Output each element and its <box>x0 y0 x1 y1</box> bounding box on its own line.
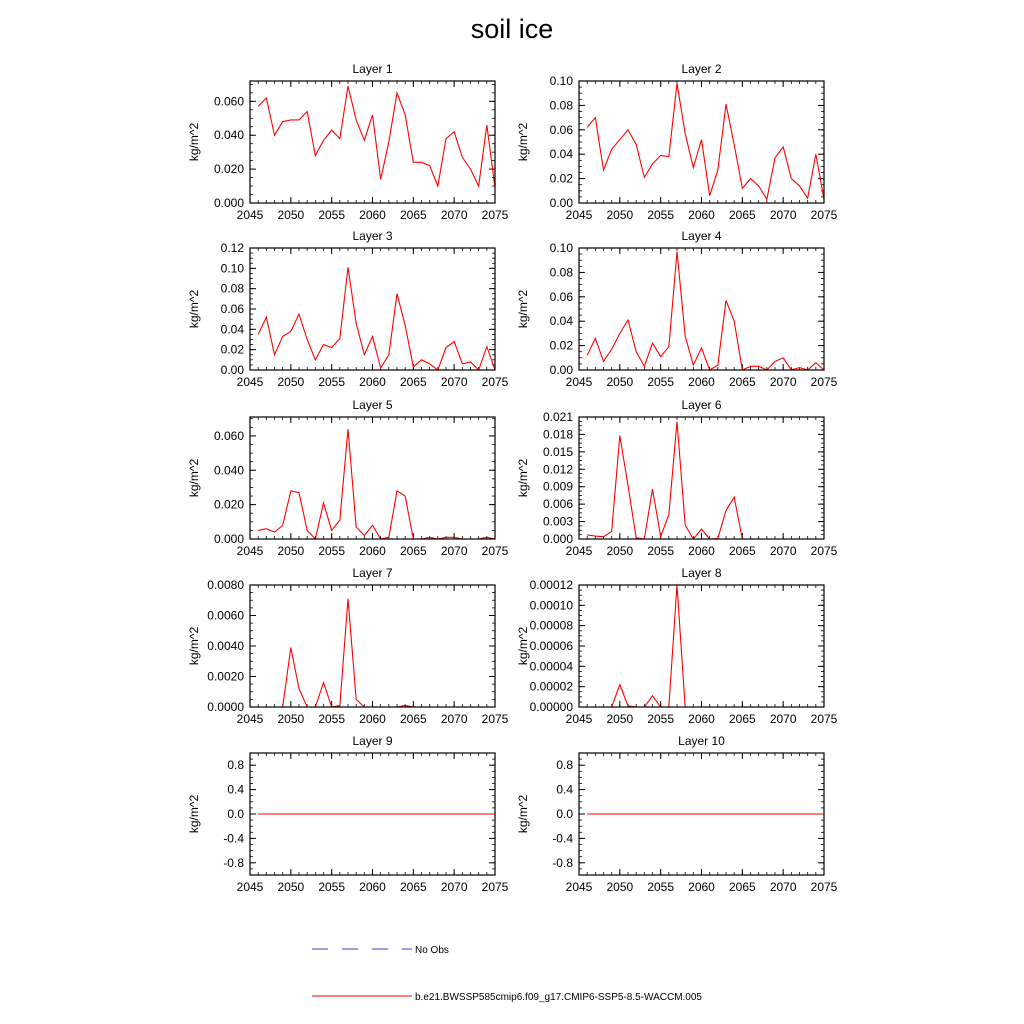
x-tick-label: 2055 <box>647 544 675 558</box>
y-tick-label: 0.015 <box>542 444 573 459</box>
x-tick-label: 2055 <box>318 880 346 894</box>
x-tick-label: 2075 <box>810 375 838 389</box>
y-tick-label: 0.060 <box>213 428 244 443</box>
y-tick-label: 0.00008 <box>529 618 573 633</box>
series-line <box>258 599 495 707</box>
panel-title: Layer 6 <box>681 398 722 412</box>
panel-layer-6 <box>516 398 838 558</box>
x-tick-label: 2045 <box>236 712 264 726</box>
y-axis-label: kg/m^2 <box>516 289 530 329</box>
x-tick-label: 2075 <box>810 880 838 894</box>
series-line <box>258 429 495 539</box>
x-tick-label: 2075 <box>481 208 509 222</box>
y-tick-label: 0.040 <box>213 463 244 478</box>
x-tick-label: 2070 <box>769 208 797 222</box>
x-tick-label: 2060 <box>359 544 386 558</box>
x-tick-label: 2075 <box>810 208 838 222</box>
y-tick-label: 0.10 <box>220 261 244 276</box>
figure-title: soil ice <box>470 14 554 44</box>
y-tick-label: 0.4 <box>556 782 573 797</box>
x-tick-label: 2070 <box>440 544 468 558</box>
x-tick-label: 2050 <box>606 208 634 222</box>
y-tick-label: 0.06 <box>220 302 244 316</box>
panel-title: Layer 3 <box>352 229 393 243</box>
y-tick-label: 0.4 <box>227 782 244 797</box>
y-tick-label: 0.00010 <box>529 598 573 613</box>
y-tick-label: -0.4 <box>223 831 244 846</box>
x-tick-label: 2065 <box>399 208 427 222</box>
x-tick-label: 2075 <box>810 544 838 558</box>
x-tick-label: 2050 <box>277 208 305 222</box>
x-tick-label: 2060 <box>359 208 386 222</box>
series-line <box>587 585 824 707</box>
x-tick-label: 2075 <box>481 375 509 389</box>
y-tick-label: 0.12 <box>220 241 244 255</box>
x-tick-label: 2060 <box>688 208 715 222</box>
panel-layer-7 <box>187 566 509 726</box>
x-tick-label: 2050 <box>277 544 305 558</box>
y-tick-label: 0.04 <box>549 147 573 162</box>
x-tick-label: 2065 <box>399 375 427 389</box>
x-tick-label: 2070 <box>440 375 468 389</box>
x-tick-label: 2050 <box>606 712 634 726</box>
panel-title: Layer 7 <box>352 566 393 580</box>
panel-title: Layer 4 <box>681 229 722 243</box>
x-tick-label: 2065 <box>399 544 427 558</box>
y-tick-label: 0.040 <box>213 128 244 143</box>
y-tick-label: 0.020 <box>213 497 244 512</box>
x-tick-label: 2055 <box>318 712 346 726</box>
y-tick-label: 0.012 <box>542 462 573 477</box>
x-tick-label: 2045 <box>236 375 264 389</box>
x-tick-label: 2050 <box>606 375 634 389</box>
panel-layer-8 <box>516 566 838 726</box>
x-tick-label: 2045 <box>565 208 593 222</box>
x-tick-label: 2045 <box>565 880 593 894</box>
x-tick-label: 2050 <box>606 544 634 558</box>
series-line <box>258 86 495 188</box>
x-tick-label: 2060 <box>359 712 386 726</box>
y-tick-label: 0.02 <box>220 342 244 357</box>
x-tick-label: 2050 <box>606 880 634 894</box>
series-line <box>258 267 495 370</box>
panel-layer-1 <box>187 62 509 222</box>
x-tick-label: 2045 <box>236 544 264 558</box>
plot-frame <box>579 585 824 707</box>
panel-layer-3 <box>187 229 509 389</box>
y-tick-label: 0.00002 <box>529 679 573 694</box>
y-axis-label: kg/m^2 <box>516 626 530 666</box>
legend <box>312 945 702 1003</box>
y-axis-label: kg/m^2 <box>187 794 201 834</box>
y-tick-label: 0.00006 <box>529 639 573 653</box>
x-tick-label: 2055 <box>647 712 675 726</box>
y-tick-label: 0.02 <box>549 171 573 186</box>
y-tick-label: -0.4 <box>552 831 573 846</box>
x-tick-label: 2065 <box>728 208 756 222</box>
series-line <box>587 422 824 539</box>
x-tick-label: 2065 <box>728 544 756 558</box>
x-tick-label: 2060 <box>688 544 715 558</box>
x-tick-label: 2055 <box>318 208 346 222</box>
plot-frame <box>250 81 495 203</box>
x-tick-label: 2070 <box>440 712 468 726</box>
y-tick-label: 0.04 <box>220 322 244 337</box>
x-tick-label: 2050 <box>277 712 305 726</box>
x-tick-label: 2055 <box>318 544 346 558</box>
x-tick-label: 2065 <box>728 375 756 389</box>
y-tick-label: 0.000 <box>213 196 244 210</box>
y-tick-label: 0.0 <box>556 807 573 821</box>
series-line <box>587 252 824 370</box>
y-tick-label: 0.020 <box>213 162 244 177</box>
series-line <box>587 83 824 199</box>
x-tick-label: 2045 <box>565 544 593 558</box>
y-tick-label: 0.060 <box>213 94 244 109</box>
y-tick-label: 0.000 <box>542 532 573 546</box>
x-tick-label: 2045 <box>236 880 264 894</box>
y-axis-label: kg/m^2 <box>516 794 530 834</box>
y-tick-label: 0.006 <box>542 497 573 512</box>
panel-title: Layer 1 <box>352 62 393 76</box>
x-tick-label: 2055 <box>647 208 675 222</box>
y-tick-label: 0.0080 <box>207 578 244 592</box>
panel-layer-9 <box>187 734 509 894</box>
y-tick-label: 0.009 <box>542 479 573 494</box>
y-tick-label: 0.00 <box>549 363 573 377</box>
y-tick-label: 0.00004 <box>529 659 573 674</box>
y-axis-label: kg/m^2 <box>187 626 201 666</box>
y-tick-label: 0.10 <box>549 74 573 88</box>
x-tick-label: 2060 <box>688 880 715 894</box>
panel-title: Layer 8 <box>681 566 722 580</box>
y-tick-label: 0.8 <box>227 758 244 773</box>
panel-title: Layer 2 <box>681 62 722 76</box>
legend-label-no-obs: No Obs <box>415 945 449 956</box>
y-tick-label: 0.0020 <box>207 669 244 684</box>
panel-layer-4 <box>516 229 838 389</box>
y-tick-label: 0.10 <box>549 241 573 255</box>
y-tick-label: 0.0060 <box>207 608 244 623</box>
panel-title: Layer 10 <box>678 734 725 748</box>
x-tick-label: 2060 <box>359 880 386 894</box>
x-tick-label: 2065 <box>399 712 427 726</box>
x-tick-label: 2055 <box>647 880 675 894</box>
y-axis-label: kg/m^2 <box>516 458 530 498</box>
x-tick-label: 2050 <box>277 375 305 389</box>
y-axis-label: kg/m^2 <box>187 458 201 498</box>
panel-title: Layer 9 <box>352 734 393 748</box>
panel-title: Layer 5 <box>352 398 393 412</box>
x-tick-label: 2060 <box>359 375 386 389</box>
panel-layer-2 <box>516 62 838 222</box>
x-tick-label: 2065 <box>399 880 427 894</box>
x-tick-label: 2045 <box>565 712 593 726</box>
y-tick-label: 0.08 <box>549 265 573 280</box>
x-tick-label: 2075 <box>481 880 509 894</box>
y-tick-label: 0.02 <box>549 338 573 353</box>
panel-layer-5 <box>187 398 509 558</box>
plot-frame <box>250 417 495 539</box>
legend-label-model: b.e21.BWSSP585cmip6.f09_g17.CMIP6-SSP5-8.5-WACCM.005 <box>415 992 702 1003</box>
y-tick-label: 0.08 <box>549 98 573 113</box>
x-tick-label: 2065 <box>728 880 756 894</box>
y-axis-label: kg/m^2 <box>516 122 530 162</box>
y-tick-label: 0.00000 <box>529 700 573 714</box>
plot-frame <box>579 248 824 370</box>
y-tick-label: 0.06 <box>549 122 573 137</box>
y-tick-label: 0.021 <box>542 410 573 424</box>
panel-layer-10 <box>516 734 838 894</box>
x-tick-label: 2070 <box>769 712 797 726</box>
y-tick-label: 0.8 <box>556 758 573 773</box>
x-tick-label: 2070 <box>769 880 797 894</box>
y-axis-label: kg/m^2 <box>187 122 201 162</box>
y-tick-label: 0.08 <box>220 281 244 296</box>
x-tick-label: 2055 <box>318 375 346 389</box>
y-tick-label: 0.00 <box>220 363 244 377</box>
x-tick-label: 2045 <box>236 208 264 222</box>
y-tick-label: 0.00012 <box>529 578 573 592</box>
x-tick-label: 2050 <box>277 880 305 894</box>
x-tick-label: 2045 <box>565 375 593 389</box>
x-tick-label: 2060 <box>688 375 715 389</box>
y-axis-label: kg/m^2 <box>187 289 201 329</box>
y-tick-label: 0.003 <box>542 514 573 529</box>
x-tick-label: 2075 <box>810 712 838 726</box>
plot-frame <box>250 585 495 707</box>
x-tick-label: 2070 <box>440 880 468 894</box>
x-tick-label: 2070 <box>769 375 797 389</box>
y-tick-label: -0.8 <box>223 855 244 870</box>
y-tick-label: 0.0000 <box>207 700 244 714</box>
x-tick-label: 2075 <box>481 544 509 558</box>
y-tick-label: -0.8 <box>552 855 573 870</box>
x-tick-label: 2075 <box>481 712 509 726</box>
y-tick-label: 0.04 <box>549 314 573 329</box>
x-tick-label: 2060 <box>688 712 715 726</box>
y-tick-label: 0.06 <box>549 289 573 304</box>
x-tick-label: 2070 <box>769 544 797 558</box>
x-tick-label: 2070 <box>440 208 468 222</box>
x-tick-label: 2065 <box>728 712 756 726</box>
y-tick-label: 0.0 <box>227 807 244 821</box>
y-tick-label: 0.0040 <box>207 639 244 653</box>
y-tick-label: 0.00 <box>549 196 573 210</box>
y-tick-label: 0.000 <box>213 532 244 546</box>
x-tick-label: 2055 <box>647 375 675 389</box>
y-tick-label: 0.018 <box>542 427 573 442</box>
